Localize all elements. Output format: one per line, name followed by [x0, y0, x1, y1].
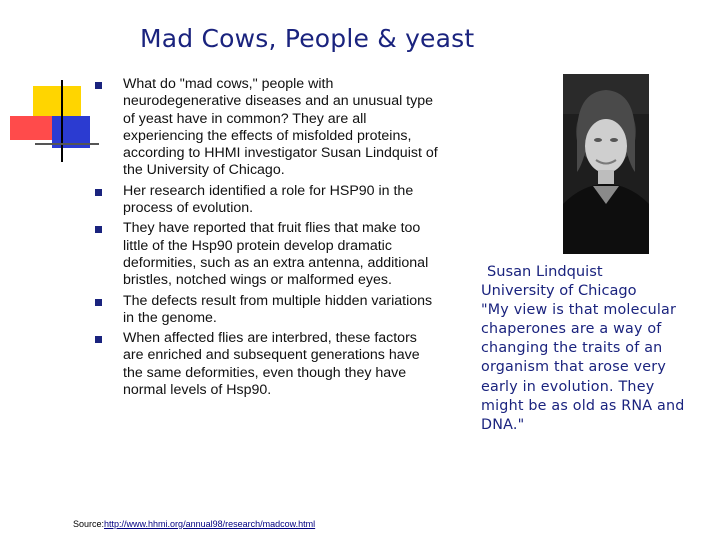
bullet-square-icon [95, 82, 102, 89]
bullet-text: Her research identified a role for HSP90 in the process of evolution. [123, 182, 414, 217]
bullet-square-icon [95, 336, 102, 343]
source-line [73, 519, 315, 529]
deco-horizontal-line [35, 143, 99, 145]
source-label: Source: [73, 519, 105, 529]
deco-vertical-line [61, 80, 63, 162]
bullet-item [95, 183, 440, 218]
bullet-square-icon [95, 226, 102, 233]
bullet-item [95, 220, 440, 289]
bullet-text: The defects result from multiple hidden variations in the genome. [123, 292, 433, 326]
bullet-text: What do "mad cows," people with neurodegenerative diseases and an unusual type of yeast have in common? They are all experiencing the effects of misfolded proteins, according to HHMI investigator Susan Lindquist of the University of Chicago. [123, 76, 438, 179]
portrait-image [563, 74, 649, 254]
bullet-text: When affected flies are interbred, these factors are enriched and subsequent generations have the same deformities, even though they have normal levels of Hsp90. [123, 330, 420, 399]
decorative-squares [0, 0, 110, 170]
bullet-item [95, 293, 440, 328]
side-caption [481, 262, 701, 436]
person-quote: "My view is that molecular chaperones are a way of changing the traits of an organism that arose very early in evolution. They might be as old as RNA and DNA." [481, 301, 685, 434]
bullet-item [95, 76, 440, 180]
bullet-list [95, 76, 440, 402]
bullet-square-icon [95, 189, 102, 196]
bullet-item [95, 330, 440, 399]
source-link[interactable]: http://www.hhmi.org/annual98/research/madcow.html [104, 519, 316, 529]
bullet-text: They have reported that fruit flies that make too little of the Hsp90 protein develop dramatic deformities, such as an extra antenna, additional bristles, notched wings or malformed eyes. [123, 220, 429, 289]
bullet-square-icon [95, 299, 102, 306]
deco-yellow-square [33, 86, 81, 118]
person-affiliation: University of Chicago [481, 282, 637, 300]
portrait-photo [563, 74, 649, 254]
person-name: Susan Lindquist [487, 263, 603, 280]
slide-title: Mad Cows, People & yeast [140, 24, 475, 53]
